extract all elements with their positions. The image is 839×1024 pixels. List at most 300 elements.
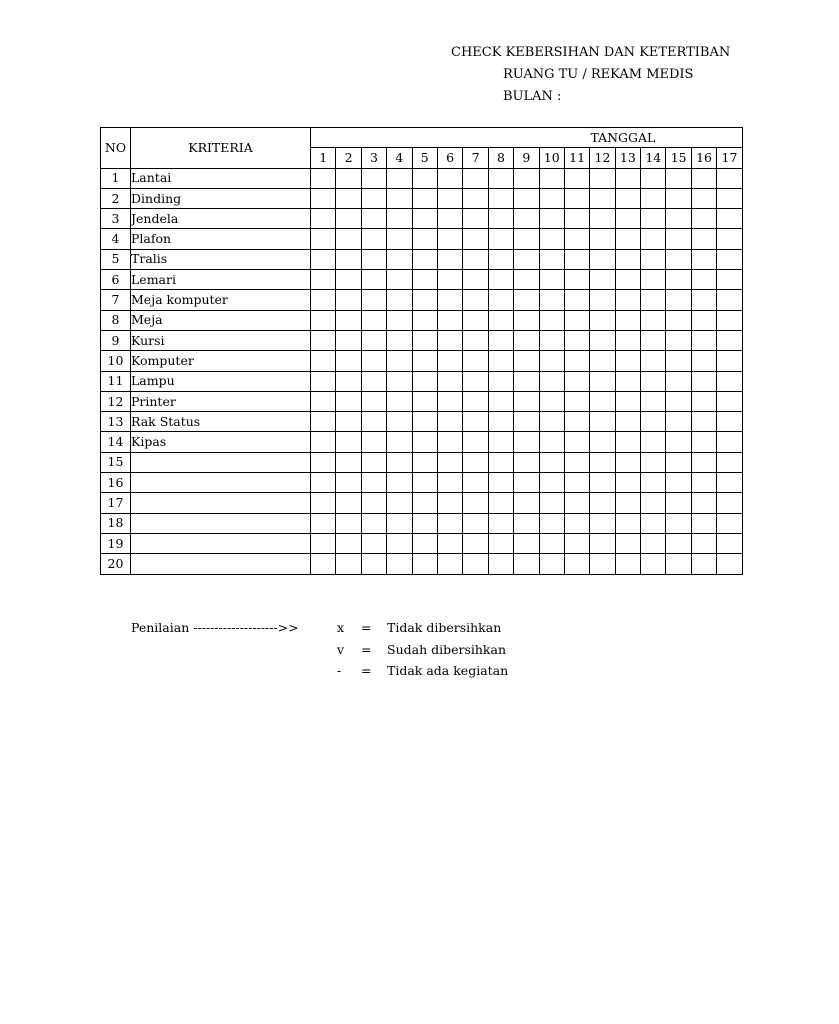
day-cell[interactable]	[539, 290, 564, 310]
day-cell[interactable]	[488, 513, 513, 533]
day-cell[interactable]	[641, 452, 666, 472]
day-cell[interactable]	[666, 229, 691, 249]
day-cell[interactable]	[336, 209, 361, 229]
day-cell[interactable]	[361, 452, 386, 472]
day-cell[interactable]	[437, 209, 462, 229]
day-cell[interactable]	[387, 391, 412, 411]
day-cell[interactable]	[488, 209, 513, 229]
day-cell[interactable]	[666, 351, 691, 371]
day-cell[interactable]	[514, 229, 539, 249]
day-cell[interactable]	[336, 452, 361, 472]
day-cell[interactable]	[615, 493, 640, 513]
day-cell[interactable]	[641, 270, 666, 290]
day-cell[interactable]	[564, 412, 589, 432]
day-cell[interactable]	[539, 188, 564, 208]
day-cell[interactable]	[717, 209, 742, 229]
day-cell[interactable]	[691, 330, 716, 350]
day-cell[interactable]	[336, 412, 361, 432]
day-cell[interactable]	[412, 412, 437, 432]
day-cell[interactable]	[717, 229, 742, 249]
day-cell[interactable]	[387, 493, 412, 513]
day-cell[interactable]	[514, 493, 539, 513]
day-cell[interactable]	[387, 290, 412, 310]
day-cell[interactable]	[717, 310, 742, 330]
day-cell[interactable]	[717, 330, 742, 350]
day-cell[interactable]	[387, 209, 412, 229]
day-cell[interactable]	[691, 290, 716, 310]
day-cell[interactable]	[590, 351, 615, 371]
day-cell[interactable]	[412, 533, 437, 553]
day-cell[interactable]	[590, 412, 615, 432]
day-cell[interactable]	[361, 290, 386, 310]
day-cell[interactable]	[412, 371, 437, 391]
day-cell[interactable]	[437, 554, 462, 574]
day-cell[interactable]	[488, 371, 513, 391]
day-cell[interactable]	[514, 473, 539, 493]
day-cell[interactable]	[336, 371, 361, 391]
day-cell[interactable]	[488, 290, 513, 310]
day-cell[interactable]	[615, 351, 640, 371]
day-cell[interactable]	[514, 290, 539, 310]
day-cell[interactable]	[717, 473, 742, 493]
day-cell[interactable]	[539, 391, 564, 411]
day-cell[interactable]	[717, 351, 742, 371]
day-cell[interactable]	[641, 371, 666, 391]
day-cell[interactable]	[615, 290, 640, 310]
day-cell[interactable]	[488, 330, 513, 350]
day-cell[interactable]	[311, 533, 336, 553]
day-cell[interactable]	[387, 513, 412, 533]
day-cell[interactable]	[691, 452, 716, 472]
day-cell[interactable]	[488, 473, 513, 493]
day-cell[interactable]	[539, 412, 564, 432]
day-cell[interactable]	[615, 209, 640, 229]
day-cell[interactable]	[539, 432, 564, 452]
day-cell[interactable]	[361, 351, 386, 371]
day-cell[interactable]	[666, 493, 691, 513]
day-cell[interactable]	[691, 270, 716, 290]
day-cell[interactable]	[641, 533, 666, 553]
day-cell[interactable]	[666, 290, 691, 310]
day-cell[interactable]	[412, 229, 437, 249]
day-cell[interactable]	[641, 513, 666, 533]
day-cell[interactable]	[564, 513, 589, 533]
day-cell[interactable]	[717, 554, 742, 574]
day-cell[interactable]	[691, 310, 716, 330]
day-cell[interactable]	[361, 188, 386, 208]
day-cell[interactable]	[691, 391, 716, 411]
day-cell[interactable]	[539, 473, 564, 493]
day-cell[interactable]	[666, 249, 691, 269]
day-cell[interactable]	[311, 554, 336, 574]
day-cell[interactable]	[387, 270, 412, 290]
day-cell[interactable]	[311, 493, 336, 513]
day-cell[interactable]	[412, 473, 437, 493]
day-cell[interactable]	[691, 249, 716, 269]
day-cell[interactable]	[717, 513, 742, 533]
day-cell[interactable]	[666, 432, 691, 452]
day-cell[interactable]	[387, 310, 412, 330]
day-cell[interactable]	[336, 351, 361, 371]
day-cell[interactable]	[590, 209, 615, 229]
day-cell[interactable]	[564, 249, 589, 269]
day-cell[interactable]	[514, 330, 539, 350]
day-cell[interactable]	[412, 290, 437, 310]
day-cell[interactable]	[361, 209, 386, 229]
day-cell[interactable]	[691, 168, 716, 188]
day-cell[interactable]	[539, 452, 564, 472]
day-cell[interactable]	[641, 351, 666, 371]
day-cell[interactable]	[311, 371, 336, 391]
day-cell[interactable]	[514, 168, 539, 188]
day-cell[interactable]	[463, 513, 488, 533]
day-cell[interactable]	[590, 452, 615, 472]
day-cell[interactable]	[311, 391, 336, 411]
day-cell[interactable]	[717, 371, 742, 391]
day-cell[interactable]	[666, 533, 691, 553]
day-cell[interactable]	[539, 351, 564, 371]
day-cell[interactable]	[514, 391, 539, 411]
day-cell[interactable]	[615, 168, 640, 188]
day-cell[interactable]	[717, 188, 742, 208]
day-cell[interactable]	[437, 493, 462, 513]
day-cell[interactable]	[361, 533, 386, 553]
day-cell[interactable]	[412, 209, 437, 229]
day-cell[interactable]	[488, 391, 513, 411]
day-cell[interactable]	[463, 229, 488, 249]
day-cell[interactable]	[717, 432, 742, 452]
day-cell[interactable]	[361, 473, 386, 493]
day-cell[interactable]	[387, 188, 412, 208]
day-cell[interactable]	[590, 533, 615, 553]
day-cell[interactable]	[666, 188, 691, 208]
day-cell[interactable]	[311, 473, 336, 493]
day-cell[interactable]	[387, 554, 412, 574]
day-cell[interactable]	[641, 412, 666, 432]
day-cell[interactable]	[590, 229, 615, 249]
day-cell[interactable]	[691, 412, 716, 432]
day-cell[interactable]	[311, 290, 336, 310]
day-cell[interactable]	[387, 432, 412, 452]
day-cell[interactable]	[564, 351, 589, 371]
day-cell[interactable]	[336, 533, 361, 553]
day-cell[interactable]	[387, 351, 412, 371]
day-cell[interactable]	[691, 513, 716, 533]
day-cell[interactable]	[539, 168, 564, 188]
day-cell[interactable]	[463, 330, 488, 350]
day-cell[interactable]	[463, 310, 488, 330]
day-cell[interactable]	[564, 168, 589, 188]
day-cell[interactable]	[361, 554, 386, 574]
day-cell[interactable]	[539, 249, 564, 269]
day-cell[interactable]	[336, 188, 361, 208]
day-cell[interactable]	[361, 229, 386, 249]
day-cell[interactable]	[514, 412, 539, 432]
day-cell[interactable]	[488, 270, 513, 290]
day-cell[interactable]	[641, 188, 666, 208]
day-cell[interactable]	[336, 330, 361, 350]
day-cell[interactable]	[564, 330, 589, 350]
day-cell[interactable]	[666, 209, 691, 229]
day-cell[interactable]	[590, 168, 615, 188]
day-cell[interactable]	[514, 249, 539, 269]
day-cell[interactable]	[488, 249, 513, 269]
day-cell[interactable]	[514, 533, 539, 553]
day-cell[interactable]	[437, 371, 462, 391]
day-cell[interactable]	[311, 188, 336, 208]
day-cell[interactable]	[437, 249, 462, 269]
day-cell[interactable]	[412, 310, 437, 330]
day-cell[interactable]	[412, 270, 437, 290]
day-cell[interactable]	[717, 452, 742, 472]
day-cell[interactable]	[564, 554, 589, 574]
day-cell[interactable]	[387, 473, 412, 493]
day-cell[interactable]	[666, 330, 691, 350]
day-cell[interactable]	[437, 432, 462, 452]
day-cell[interactable]	[666, 452, 691, 472]
day-cell[interactable]	[311, 513, 336, 533]
day-cell[interactable]	[514, 513, 539, 533]
day-cell[interactable]	[361, 330, 386, 350]
day-cell[interactable]	[488, 351, 513, 371]
day-cell[interactable]	[717, 493, 742, 513]
day-cell[interactable]	[691, 371, 716, 391]
day-cell[interactable]	[564, 188, 589, 208]
day-cell[interactable]	[412, 452, 437, 472]
day-cell[interactable]	[641, 249, 666, 269]
day-cell[interactable]	[463, 432, 488, 452]
day-cell[interactable]	[311, 330, 336, 350]
day-cell[interactable]	[564, 473, 589, 493]
day-cell[interactable]	[514, 351, 539, 371]
day-cell[interactable]	[666, 473, 691, 493]
day-cell[interactable]	[463, 493, 488, 513]
day-cell[interactable]	[691, 432, 716, 452]
day-cell[interactable]	[437, 351, 462, 371]
day-cell[interactable]	[539, 310, 564, 330]
day-cell[interactable]	[641, 310, 666, 330]
day-cell[interactable]	[641, 432, 666, 452]
day-cell[interactable]	[590, 188, 615, 208]
day-cell[interactable]	[488, 432, 513, 452]
day-cell[interactable]	[717, 270, 742, 290]
day-cell[interactable]	[311, 310, 336, 330]
day-cell[interactable]	[336, 310, 361, 330]
day-cell[interactable]	[590, 513, 615, 533]
day-cell[interactable]	[387, 452, 412, 472]
day-cell[interactable]	[590, 270, 615, 290]
day-cell[interactable]	[590, 371, 615, 391]
day-cell[interactable]	[488, 168, 513, 188]
day-cell[interactable]	[387, 371, 412, 391]
day-cell[interactable]	[717, 290, 742, 310]
day-cell[interactable]	[615, 432, 640, 452]
day-cell[interactable]	[514, 209, 539, 229]
day-cell[interactable]	[488, 310, 513, 330]
day-cell[interactable]	[615, 554, 640, 574]
day-cell[interactable]	[437, 513, 462, 533]
day-cell[interactable]	[412, 493, 437, 513]
day-cell[interactable]	[717, 249, 742, 269]
day-cell[interactable]	[539, 229, 564, 249]
day-cell[interactable]	[463, 209, 488, 229]
day-cell[interactable]	[590, 473, 615, 493]
day-cell[interactable]	[361, 310, 386, 330]
day-cell[interactable]	[437, 188, 462, 208]
day-cell[interactable]	[514, 188, 539, 208]
day-cell[interactable]	[387, 229, 412, 249]
day-cell[interactable]	[590, 391, 615, 411]
day-cell[interactable]	[488, 554, 513, 574]
day-cell[interactable]	[615, 270, 640, 290]
day-cell[interactable]	[615, 412, 640, 432]
day-cell[interactable]	[615, 533, 640, 553]
day-cell[interactable]	[361, 432, 386, 452]
day-cell[interactable]	[564, 391, 589, 411]
day-cell[interactable]	[311, 270, 336, 290]
day-cell[interactable]	[539, 270, 564, 290]
day-cell[interactable]	[590, 330, 615, 350]
day-cell[interactable]	[361, 513, 386, 533]
day-cell[interactable]	[437, 168, 462, 188]
day-cell[interactable]	[590, 290, 615, 310]
day-cell[interactable]	[615, 249, 640, 269]
day-cell[interactable]	[514, 310, 539, 330]
day-cell[interactable]	[463, 290, 488, 310]
day-cell[interactable]	[691, 351, 716, 371]
day-cell[interactable]	[641, 554, 666, 574]
day-cell[interactable]	[463, 391, 488, 411]
day-cell[interactable]	[336, 229, 361, 249]
day-cell[interactable]	[590, 432, 615, 452]
day-cell[interactable]	[412, 168, 437, 188]
day-cell[interactable]	[311, 209, 336, 229]
day-cell[interactable]	[437, 412, 462, 432]
day-cell[interactable]	[488, 229, 513, 249]
day-cell[interactable]	[691, 533, 716, 553]
day-cell[interactable]	[336, 554, 361, 574]
day-cell[interactable]	[361, 493, 386, 513]
day-cell[interactable]	[615, 391, 640, 411]
day-cell[interactable]	[666, 168, 691, 188]
day-cell[interactable]	[463, 249, 488, 269]
day-cell[interactable]	[564, 209, 589, 229]
day-cell[interactable]	[539, 513, 564, 533]
day-cell[interactable]	[311, 351, 336, 371]
day-cell[interactable]	[412, 351, 437, 371]
day-cell[interactable]	[666, 554, 691, 574]
day-cell[interactable]	[539, 209, 564, 229]
day-cell[interactable]	[666, 270, 691, 290]
day-cell[interactable]	[717, 412, 742, 432]
day-cell[interactable]	[666, 310, 691, 330]
day-cell[interactable]	[463, 270, 488, 290]
day-cell[interactable]	[488, 452, 513, 472]
day-cell[interactable]	[691, 188, 716, 208]
day-cell[interactable]	[361, 168, 386, 188]
day-cell[interactable]	[361, 412, 386, 432]
day-cell[interactable]	[463, 371, 488, 391]
day-cell[interactable]	[437, 533, 462, 553]
day-cell[interactable]	[641, 391, 666, 411]
day-cell[interactable]	[691, 554, 716, 574]
day-cell[interactable]	[615, 452, 640, 472]
day-cell[interactable]	[590, 249, 615, 269]
day-cell[interactable]	[336, 513, 361, 533]
day-cell[interactable]	[361, 391, 386, 411]
day-cell[interactable]	[387, 168, 412, 188]
day-cell[interactable]	[564, 493, 589, 513]
day-cell[interactable]	[691, 473, 716, 493]
day-cell[interactable]	[463, 473, 488, 493]
day-cell[interactable]	[437, 473, 462, 493]
day-cell[interactable]	[463, 188, 488, 208]
day-cell[interactable]	[336, 391, 361, 411]
day-cell[interactable]	[361, 371, 386, 391]
day-cell[interactable]	[539, 533, 564, 553]
day-cell[interactable]	[412, 432, 437, 452]
day-cell[interactable]	[311, 229, 336, 249]
day-cell[interactable]	[463, 452, 488, 472]
day-cell[interactable]	[463, 554, 488, 574]
day-cell[interactable]	[539, 493, 564, 513]
day-cell[interactable]	[311, 168, 336, 188]
day-cell[interactable]	[564, 371, 589, 391]
day-cell[interactable]	[412, 330, 437, 350]
day-cell[interactable]	[514, 432, 539, 452]
day-cell[interactable]	[412, 554, 437, 574]
day-cell[interactable]	[691, 209, 716, 229]
day-cell[interactable]	[564, 533, 589, 553]
day-cell[interactable]	[514, 452, 539, 472]
day-cell[interactable]	[488, 412, 513, 432]
day-cell[interactable]	[463, 412, 488, 432]
day-cell[interactable]	[641, 493, 666, 513]
day-cell[interactable]	[336, 493, 361, 513]
day-cell[interactable]	[615, 473, 640, 493]
day-cell[interactable]	[641, 290, 666, 310]
day-cell[interactable]	[641, 473, 666, 493]
day-cell[interactable]	[666, 371, 691, 391]
day-cell[interactable]	[437, 229, 462, 249]
day-cell[interactable]	[463, 351, 488, 371]
day-cell[interactable]	[539, 554, 564, 574]
day-cell[interactable]	[641, 209, 666, 229]
day-cell[interactable]	[311, 432, 336, 452]
day-cell[interactable]	[514, 554, 539, 574]
day-cell[interactable]	[641, 330, 666, 350]
day-cell[interactable]	[437, 452, 462, 472]
day-cell[interactable]	[437, 290, 462, 310]
day-cell[interactable]	[641, 168, 666, 188]
day-cell[interactable]	[615, 188, 640, 208]
day-cell[interactable]	[387, 249, 412, 269]
day-cell[interactable]	[437, 330, 462, 350]
day-cell[interactable]	[615, 330, 640, 350]
day-cell[interactable]	[564, 290, 589, 310]
day-cell[interactable]	[717, 533, 742, 553]
day-cell[interactable]	[539, 330, 564, 350]
day-cell[interactable]	[691, 493, 716, 513]
day-cell[interactable]	[615, 229, 640, 249]
day-cell[interactable]	[412, 391, 437, 411]
day-cell[interactable]	[615, 371, 640, 391]
day-cell[interactable]	[336, 168, 361, 188]
day-cell[interactable]	[463, 533, 488, 553]
day-cell[interactable]	[387, 412, 412, 432]
day-cell[interactable]	[437, 270, 462, 290]
day-cell[interactable]	[311, 412, 336, 432]
